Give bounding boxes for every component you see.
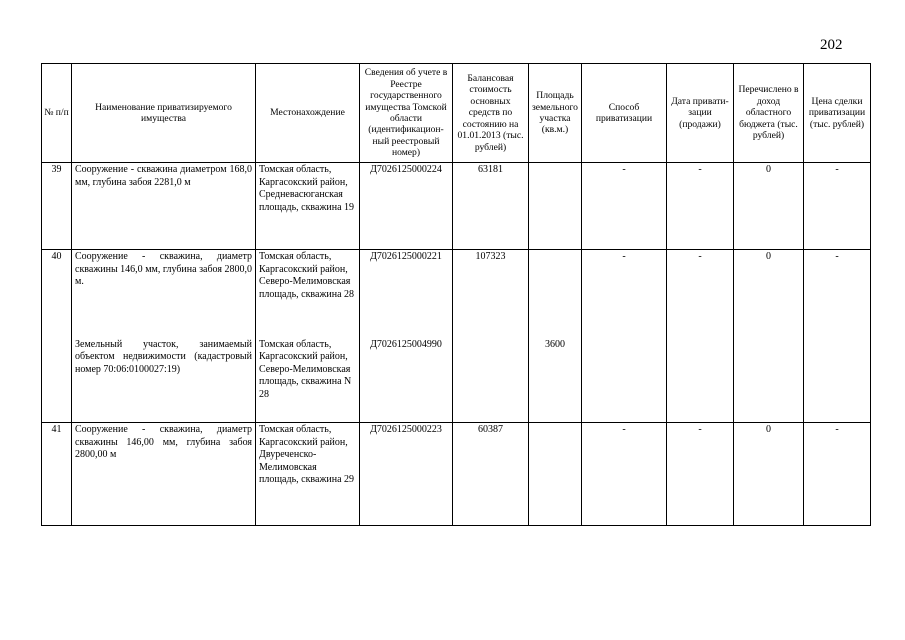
header-balance: Балансовая стоимость основных средств по состоянию на 01.01.2013 (тыс. рублей) <box>453 64 529 163</box>
cell-transferred: 0 <box>734 250 804 338</box>
cell-name: Сооружение - скважина диаметром 168,0 мм, глубина забоя 2281,0 м <box>72 163 256 250</box>
cell-registry: Д7026125000223 <box>360 423 453 526</box>
cell-balance: 107323 <box>453 250 529 338</box>
header-location: Местонахождение <box>256 64 360 163</box>
cell-transferred: 0 <box>734 163 804 250</box>
cell-method: - <box>582 423 667 526</box>
cell-name: Земельный участок, занимаемый объектом недвижимости (кадастровый номер 70:06:0100027:19) <box>72 338 256 423</box>
cell-balance <box>453 338 529 423</box>
cell-date: - <box>667 250 734 338</box>
header-row <box>42 64 871 163</box>
cell-registry: Д7026125004990 <box>360 338 453 423</box>
table-row <box>42 423 871 526</box>
cell-name: Сооружение - скважина, диаметр скважины 146,00 мм, глубина забоя 2800,00 м <box>72 423 256 526</box>
cell-price: - <box>804 423 871 526</box>
table-row <box>42 163 871 250</box>
cell-method: - <box>582 163 667 250</box>
cell-transferred <box>734 338 804 423</box>
cell-location: Томская область, Каргасокский район, Северо-Мелимовская площадь, скважина N 28 <box>256 338 360 423</box>
cell-area <box>529 423 582 526</box>
table-row <box>42 338 871 423</box>
cell-date: - <box>667 163 734 250</box>
header-transferred: Перечислено в доход областного бюджета (тыс. рублей) <box>734 64 804 163</box>
cell-registry: Д7026125000224 <box>360 163 453 250</box>
cell-area <box>529 163 582 250</box>
header-registry: Сведения об учете в Реестре государственного имущества Томской области (идентификацион-ный реестровый номер) <box>360 64 453 163</box>
cell-transferred: 0 <box>734 423 804 526</box>
cell-balance: 60387 <box>453 423 529 526</box>
cell-method: - <box>582 250 667 338</box>
cell-location: Томская область, Каргасокский район, Средневасюганская площадь, скважина 19 <box>256 163 360 250</box>
cell-num <box>42 338 72 423</box>
table-row <box>42 250 871 338</box>
header-date: Дата привати-зации (продажи) <box>667 64 734 163</box>
cell-date: - <box>667 423 734 526</box>
cell-location: Томская область, Каргасокский район, Северо-Мелимовская площадь, скважина 28 <box>256 250 360 338</box>
cell-area <box>529 250 582 338</box>
header-price: Цена сделки приватизации (тыс. рублей) <box>804 64 871 163</box>
cell-price <box>804 338 871 423</box>
cell-balance: 63181 <box>453 163 529 250</box>
cell-num: 41 <box>42 423 72 526</box>
privatization-table <box>41 63 871 526</box>
header-name: Наименование приватизируемого имущества <box>72 64 256 163</box>
cell-area: 3600 <box>529 338 582 423</box>
cell-location: Томская область, Каргасокский район, Двуреченско-Мелимовская площадь, скважина 29 <box>256 423 360 526</box>
header-method: Способ приватизации <box>582 64 667 163</box>
cell-registry: Д7026125000221 <box>360 250 453 338</box>
cell-name: Сооружение - скважина, диаметр скважины 146,0 мм, глубина забоя 2800,0 м. <box>72 250 256 338</box>
header-num: № п/п <box>42 64 72 163</box>
cell-num: 39 <box>42 163 72 250</box>
cell-price: - <box>804 163 871 250</box>
header-area: Площадь земельного участка (кв.м.) <box>529 64 582 163</box>
page-number: 202 <box>820 37 843 53</box>
cell-method <box>582 338 667 423</box>
cell-date <box>667 338 734 423</box>
cell-price: - <box>804 250 871 338</box>
cell-num: 40 <box>42 250 72 338</box>
